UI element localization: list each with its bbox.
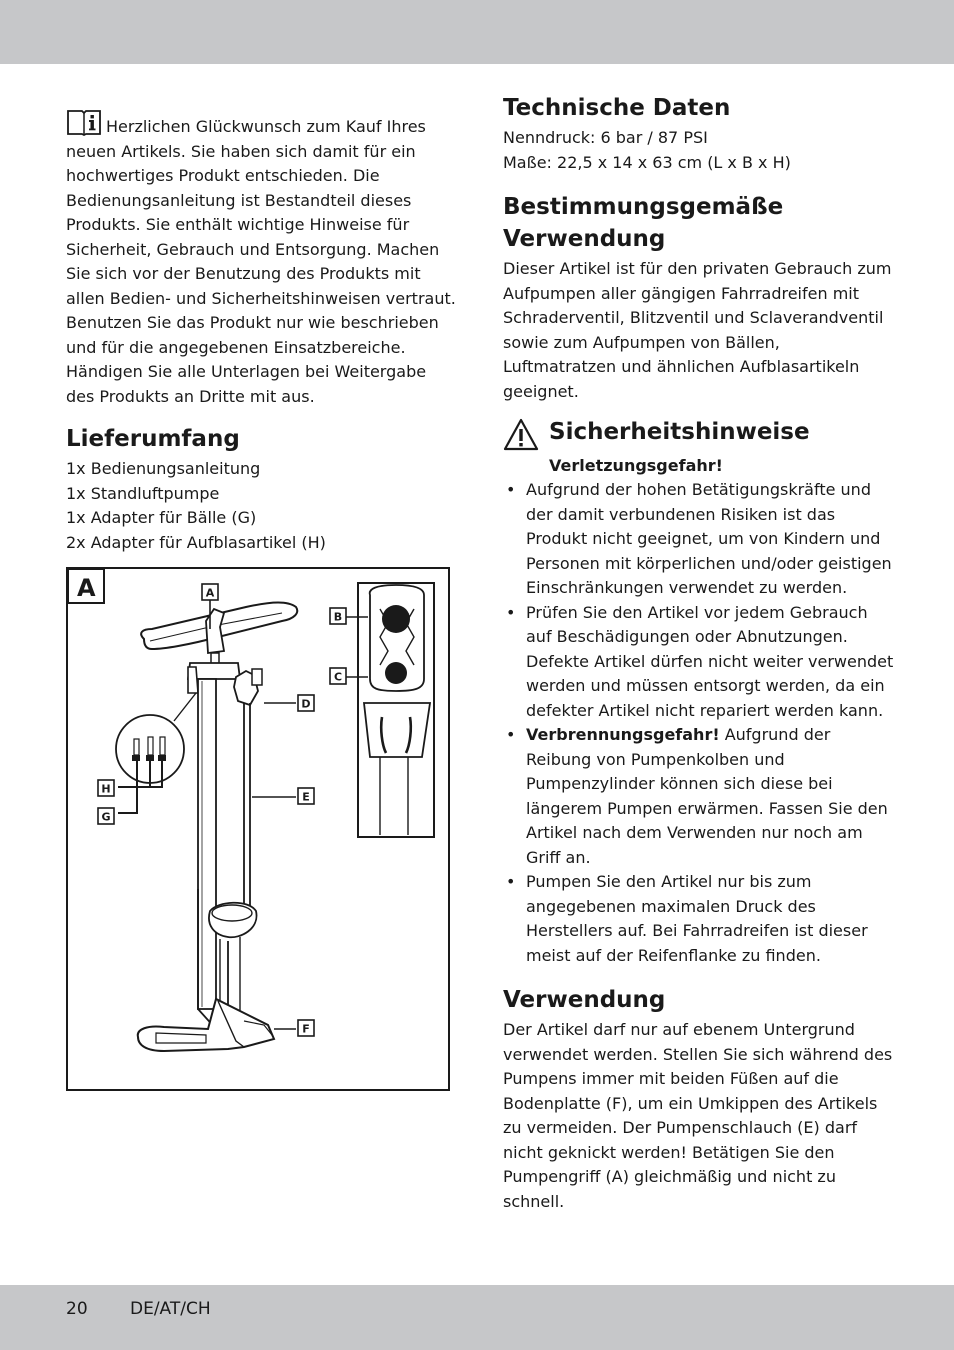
region-label: DE/AT/CH bbox=[130, 1299, 211, 1319]
bestimmung-text: Dieser Artikel ist für den privaten Gebrauch zum Aufpumpen aller gängigen Fahrradreifen mit Schraderventil, Blitzventil und Sclaverandventil sowie zum Aufpumpen von Bällen, Luftmatratzen und ähnlichen Aufblasartikeln geeignet. bbox=[503, 259, 892, 401]
bestimmung-heading: Bestimmungsgemäße Verwendung bbox=[503, 194, 784, 252]
intro-text: Herzlichen Glückwunsch zum Kauf Ihres neuen Artikels. Sie haben sich damit für ein hochwertiges Produkt entschieden. Die Bedienungsanleitung ist Bestandteil dieses Produkts. Sie enthält wichtige Hinweise für Sicherheit, Gebrauch und Entsorgung. Machen Sie sich vor der Benutzung des Produkts mit allen Bedien- und Sicherheitshinweisen vertraut. Benutzen Sie das Produkt nur wie beschrieben und für die angegebenen Einsatzbereiche. Händigen Sie alle Unterlagen bei Weitergabe des Produkts an Dritte mit aus. bbox=[66, 117, 456, 406]
svg-text:C: C bbox=[333, 670, 343, 684]
technische-daten-heading: Technische Daten bbox=[503, 95, 731, 121]
list-item: 1x Adapter für Bälle (G) bbox=[66, 508, 257, 527]
right-column bbox=[503, 92, 895, 1214]
bullet-item: • Aufgrund der hohen Betätigungskräfte und der damit verbundenen Risiken ist das Produkt nicht geeignet, um von Kindern und Personen mit körperlichen und/oder geistigen Einschränkungen verwendet zu werden. bbox=[503, 478, 895, 601]
pump-illustration bbox=[68, 569, 452, 1093]
bullet-item: • Verbrennungsgefahr! Aufgrund der Reibung von Pumpenkolben und Pumpenzylinder können sich diese bei längerem Pumpen erwärmen. Fassen Sie den Artikel nach dem Verwenden nur noch am Griff an. bbox=[503, 723, 895, 870]
list-item: 2x Adapter für Aufblasartikel (H) bbox=[66, 532, 326, 552]
lieferumfang-list bbox=[66, 457, 456, 555]
svg-text:H: H bbox=[101, 782, 111, 796]
technische-daten-list bbox=[503, 126, 895, 175]
sicherheit-bullets bbox=[503, 478, 895, 968]
svg-text:A: A bbox=[205, 586, 215, 600]
callout-F bbox=[298, 1020, 314, 1036]
svg-text:F: F bbox=[302, 1022, 310, 1036]
figure-label: A bbox=[77, 574, 96, 602]
callout-B bbox=[330, 608, 346, 624]
callout-D bbox=[298, 695, 314, 711]
verwendung-text: Der Artikel darf nur auf ebenem Untergrund verwendet werden. Stellen Sie sich während des Pumpens immer mit beiden Füßen auf die Bodenplatte (F), um ein Umkippen des Artikels zu vermeiden. Der Pumpenschlauch (E) darf nicht geknickt werden! Betätigen Sie den Pumpengriff (A) gleichmäßig und nicht zu schnell. bbox=[503, 1020, 893, 1211]
callout-C bbox=[330, 668, 346, 684]
bullet-item: • Pumpen Sie den Artikel nur bis zum angegebenen maximalen Druck des Herstellers auf. Bei Fahrradreifen ist dieser meist auf der Reifenflanke zu finden. bbox=[503, 870, 895, 968]
info-book-icon bbox=[66, 108, 102, 136]
spec-line: Nenndruck: 6 bar / 87 PSI bbox=[503, 128, 708, 147]
svg-text:E: E bbox=[302, 790, 310, 804]
warning-triangle-icon bbox=[503, 418, 539, 452]
sicherheit-heading: Sicherheitshinweise bbox=[549, 419, 810, 445]
bullet-item: • Prüfen Sie den Artikel vor jedem Gebrauch auf Beschädigungen oder Abnutzungen. Defekte Artikel dürfen nicht weiter verwendet werden und müssen entsorgt werden, da ein defekter Artikel nicht repariert werden kann. bbox=[503, 601, 895, 724]
left-column bbox=[66, 108, 456, 555]
list-item: 1x Standluftpumpe bbox=[66, 483, 220, 503]
list-item: 1x Bedienungsanleitung bbox=[66, 459, 261, 478]
lieferumfang-heading: Lieferumfang bbox=[66, 426, 240, 452]
spec-line: Maße: 22,5 x 14 x 63 cm (L x B x H) bbox=[503, 152, 791, 172]
verwendung-heading: Verwendung bbox=[503, 987, 666, 1013]
svg-text:D: D bbox=[301, 697, 311, 711]
page-number: 20 bbox=[66, 1299, 88, 1319]
callout-E bbox=[298, 788, 314, 804]
svg-text:B: B bbox=[333, 610, 343, 624]
sicherheit-subheading: Verletzungsgefahr! bbox=[549, 456, 723, 475]
intro-paragraph bbox=[66, 108, 456, 409]
sicherheit-header bbox=[503, 416, 895, 456]
pump-figure bbox=[66, 567, 450, 1091]
header-band bbox=[0, 0, 954, 64]
callout-A bbox=[202, 584, 218, 600]
callout-G bbox=[98, 808, 114, 824]
svg-text:G: G bbox=[101, 810, 111, 824]
callout-H bbox=[98, 780, 114, 796]
